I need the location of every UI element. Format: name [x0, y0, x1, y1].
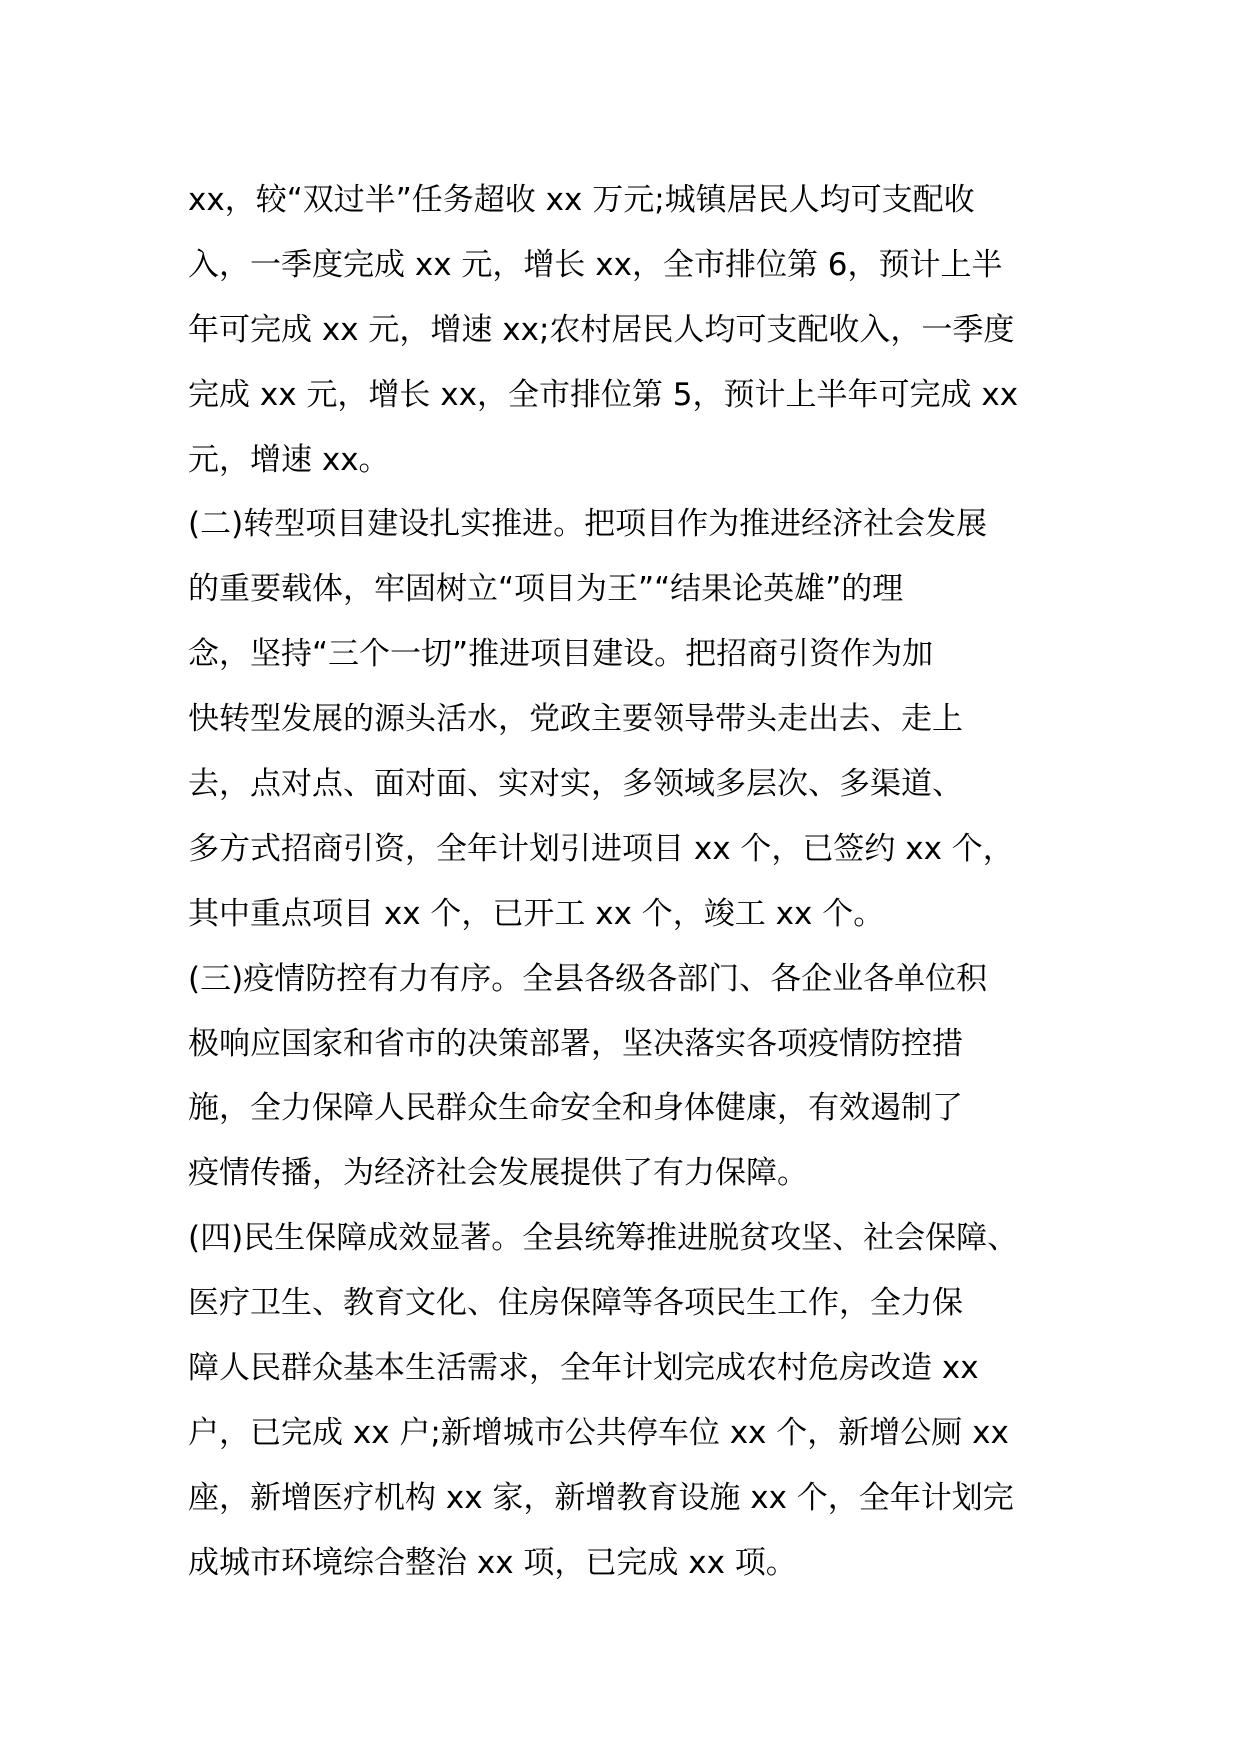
text-line: 完成 xx 元，增长 xx，全市排位第 5，预计上半年可完成 xx: [188, 376, 1019, 413]
text-line: 年可完成 xx 元，增速 xx;农村居民人均可支配收入，一季度: [188, 311, 1015, 348]
text-line: 快转型发展的源头活水，党政主要领导带头走出去、走上: [188, 701, 963, 738]
text-line: 疫情传播，为经济社会发展提供了有力保障。: [188, 1155, 808, 1192]
text-line: 极响应国家和省市的决策部署，坚决落实各项疫情防控措: [188, 1025, 963, 1062]
document-body: [188, 168, 1088, 1596]
text-line: 的重要载体，牢固树立“项目为王”“结果论英雄”的理: [188, 571, 904, 608]
text-line: 座，新增医疗机构 xx 家，新增教育设施 xx 个，全年计划完: [188, 1479, 1014, 1516]
section-heading-line: (四)民生保障成效显著。全县统筹推进脱贫攻坚、社会保障、: [188, 1220, 1019, 1257]
text-line: 入，一季度完成 xx 元，增长 xx，全市排位第 6，预计上半: [188, 246, 1003, 283]
text-line: 其中重点项目 xx 个，已开工 xx 个，竣工 xx 个。: [188, 895, 885, 932]
text-line: 多方式招商引资，全年计划引进项目 xx 个，已签约 xx 个，: [188, 830, 1014, 867]
text-line: 障人民群众基本生活需求，全年计划完成农村危房改造 xx: [188, 1350, 979, 1387]
section-heading-line: (二)转型项目建设扎实推进。把项目作为推进经济社会发展: [188, 506, 988, 543]
text-line: 念，坚持“三个一切”推进项目建设。把招商引资作为加: [188, 636, 934, 673]
text-line: 施，全力保障人民群众生命安全和身体健康，有效遏制了: [188, 1090, 963, 1127]
text-line: 户，已完成 xx 户;新增城市公共停车位 xx 个，新增公厕 xx: [188, 1414, 1009, 1451]
section-heading-line: (三)疫情防控有力有序。全县各级各部门、各企业各单位积: [188, 960, 988, 997]
text-line: 元，增速 xx。: [188, 441, 390, 478]
text-line: 医疗卫生、教育文化、住房保障等各项民生工作，全力保: [188, 1285, 963, 1322]
text-line: 成城市环境综合整治 xx 项，已完成 xx 项。: [188, 1544, 797, 1581]
text-line: xx，较“双过半”任务超收 xx 万元;城镇居民人均可支配收: [188, 182, 975, 218]
text-line: 去，点对点、面对面、实对实，多领域多层次、多渠道、: [188, 766, 963, 803]
